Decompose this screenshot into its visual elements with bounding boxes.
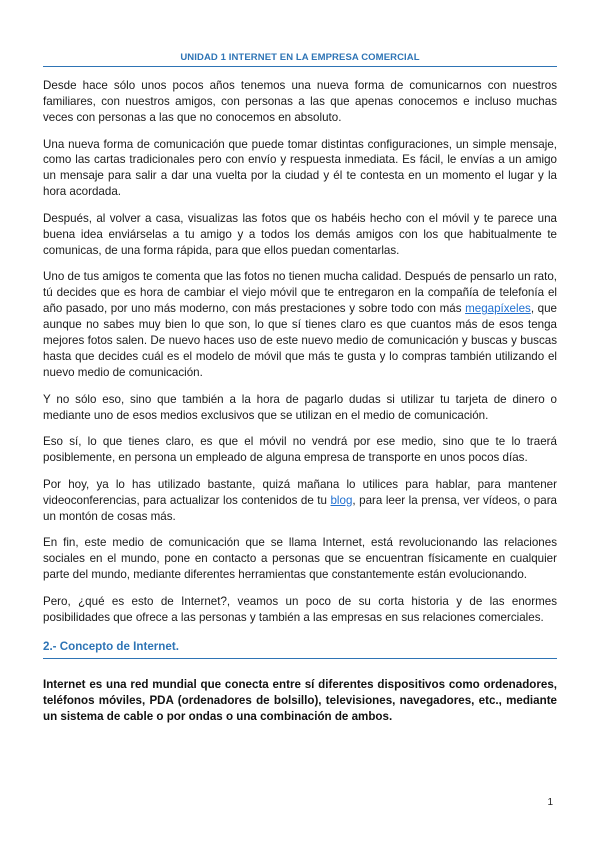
paragraph-4 [43,269,557,380]
internet-definition: Internet es una red mundial que conecta entre sí diferentes dispositivos como ordenadores, teléfonos móviles, PDA (ordenadores de bolsillo), televisiones, navegadores, etc., mediante un sistema de cable o por ondas o una combinación de ambos. [43,677,557,723]
paragraph-4-before: Uno de tus amigos te comenta que las fotos no tienen mucha calidad. Después de pensarlo un rato, tú decides que es hora de cambiar el viejo móvil que te entregaron en la compañía de telefonía el año pasado, por uno más moderno, con más prestaciones y sobre todo con más [43,270,557,316]
paragraph-7 [43,477,557,525]
paragraph-4-after: , que aunque no sabes muy bien lo que son, lo que sí tienes claro es que cuantos más de esos tenga mejores fotos salen. De nuevo haces uso de este nuevo medio de comunicación y buscas y buscas hasta que decides cuál es el modelo de móvil que más te gusta y lo compras también utilizando el nuevo medio de comunicación. [43,302,557,379]
header-divider [43,66,557,67]
blog-link[interactable]: blog [330,493,353,507]
document-page [43,0,557,848]
paragraph-8: En fin, este medio de comunicación que se llama Internet, está revolucionando las relaciones sociales en el mundo, pone en contacto a personas que se encuentran físicamente en cualquier parte del mundo, mediante diferentes herramientas que constantemente están evolucionando. [43,536,557,582]
paragraph-1: Desde hace sólo unos pocos años tenemos una nueva forma de comunicarnos con nuestros familiares, con nuestros amigos, con personas a las que apenas conocemos e incluso muchas veces con personas a las que no conocemos en absoluto. [43,79,557,124]
page-header-title: UNIDAD 1 INTERNET EN LA EMPRESA COMERCIAL [180,52,420,63]
paragraph-6: Eso sí, lo que tienes claro, es que el móvil no vendrá por ese medio, sino que te lo traerá posiblemente, en persona un empleado de alguna empresa de transporte en unos pocos días. [43,435,557,465]
paragraph-7-before: Por hoy, ya lo has utilizado bastante, quizá mañana lo utilices para hablar, para mantener videoconferencias, para actualizar los contenidos de tu [43,477,557,507]
megapixeles-link[interactable]: megapíxeles [465,302,531,316]
section-title: 2.- Concepto de Internet. [43,639,179,653]
paragraph-5: Y no sólo eso, sino que también a la hora de pagarlo dudas si utilizar tu tarjeta de dinero o mediante uno de esos medios exclusivos que se utilizan en el medio de comunicación. [43,392,557,422]
document-body [43,78,557,725]
paragraph-7-after: , para leer la prensa, ver vídeos, o para un montón de cosas más. [43,493,558,523]
page-number: 1 [547,797,553,808]
paragraph-3: Después, al volver a casa, visualizas las fotos que os habéis hecho con el móvil y te parece una buena idea enviárselas a tu amigo y a todos los demás amigos con los que habitualmente te comunicas, de una forma rápida, para que ellos puedan comentarlas. [43,211,557,257]
paragraph-9: Pero, ¿qué es esto de Internet?, veamos un poco de su corta historia y de las enormes posibilidades que ofrece a las personas y también a las empresas en sus relaciones comerciales. [43,594,557,624]
paragraph-2: Una nueva forma de comunicación que puede tomar distintas configuraciones, un simple mensaje, como las cartas tradicionales pero con envío y respuesta inmediata. Es fácil, le envías a un amigo un mensaje para salir a dar una vuelta por la ciudad y él te contesta en un momento el lugar y la hora acordada. [43,137,557,199]
section-divider [43,658,557,659]
